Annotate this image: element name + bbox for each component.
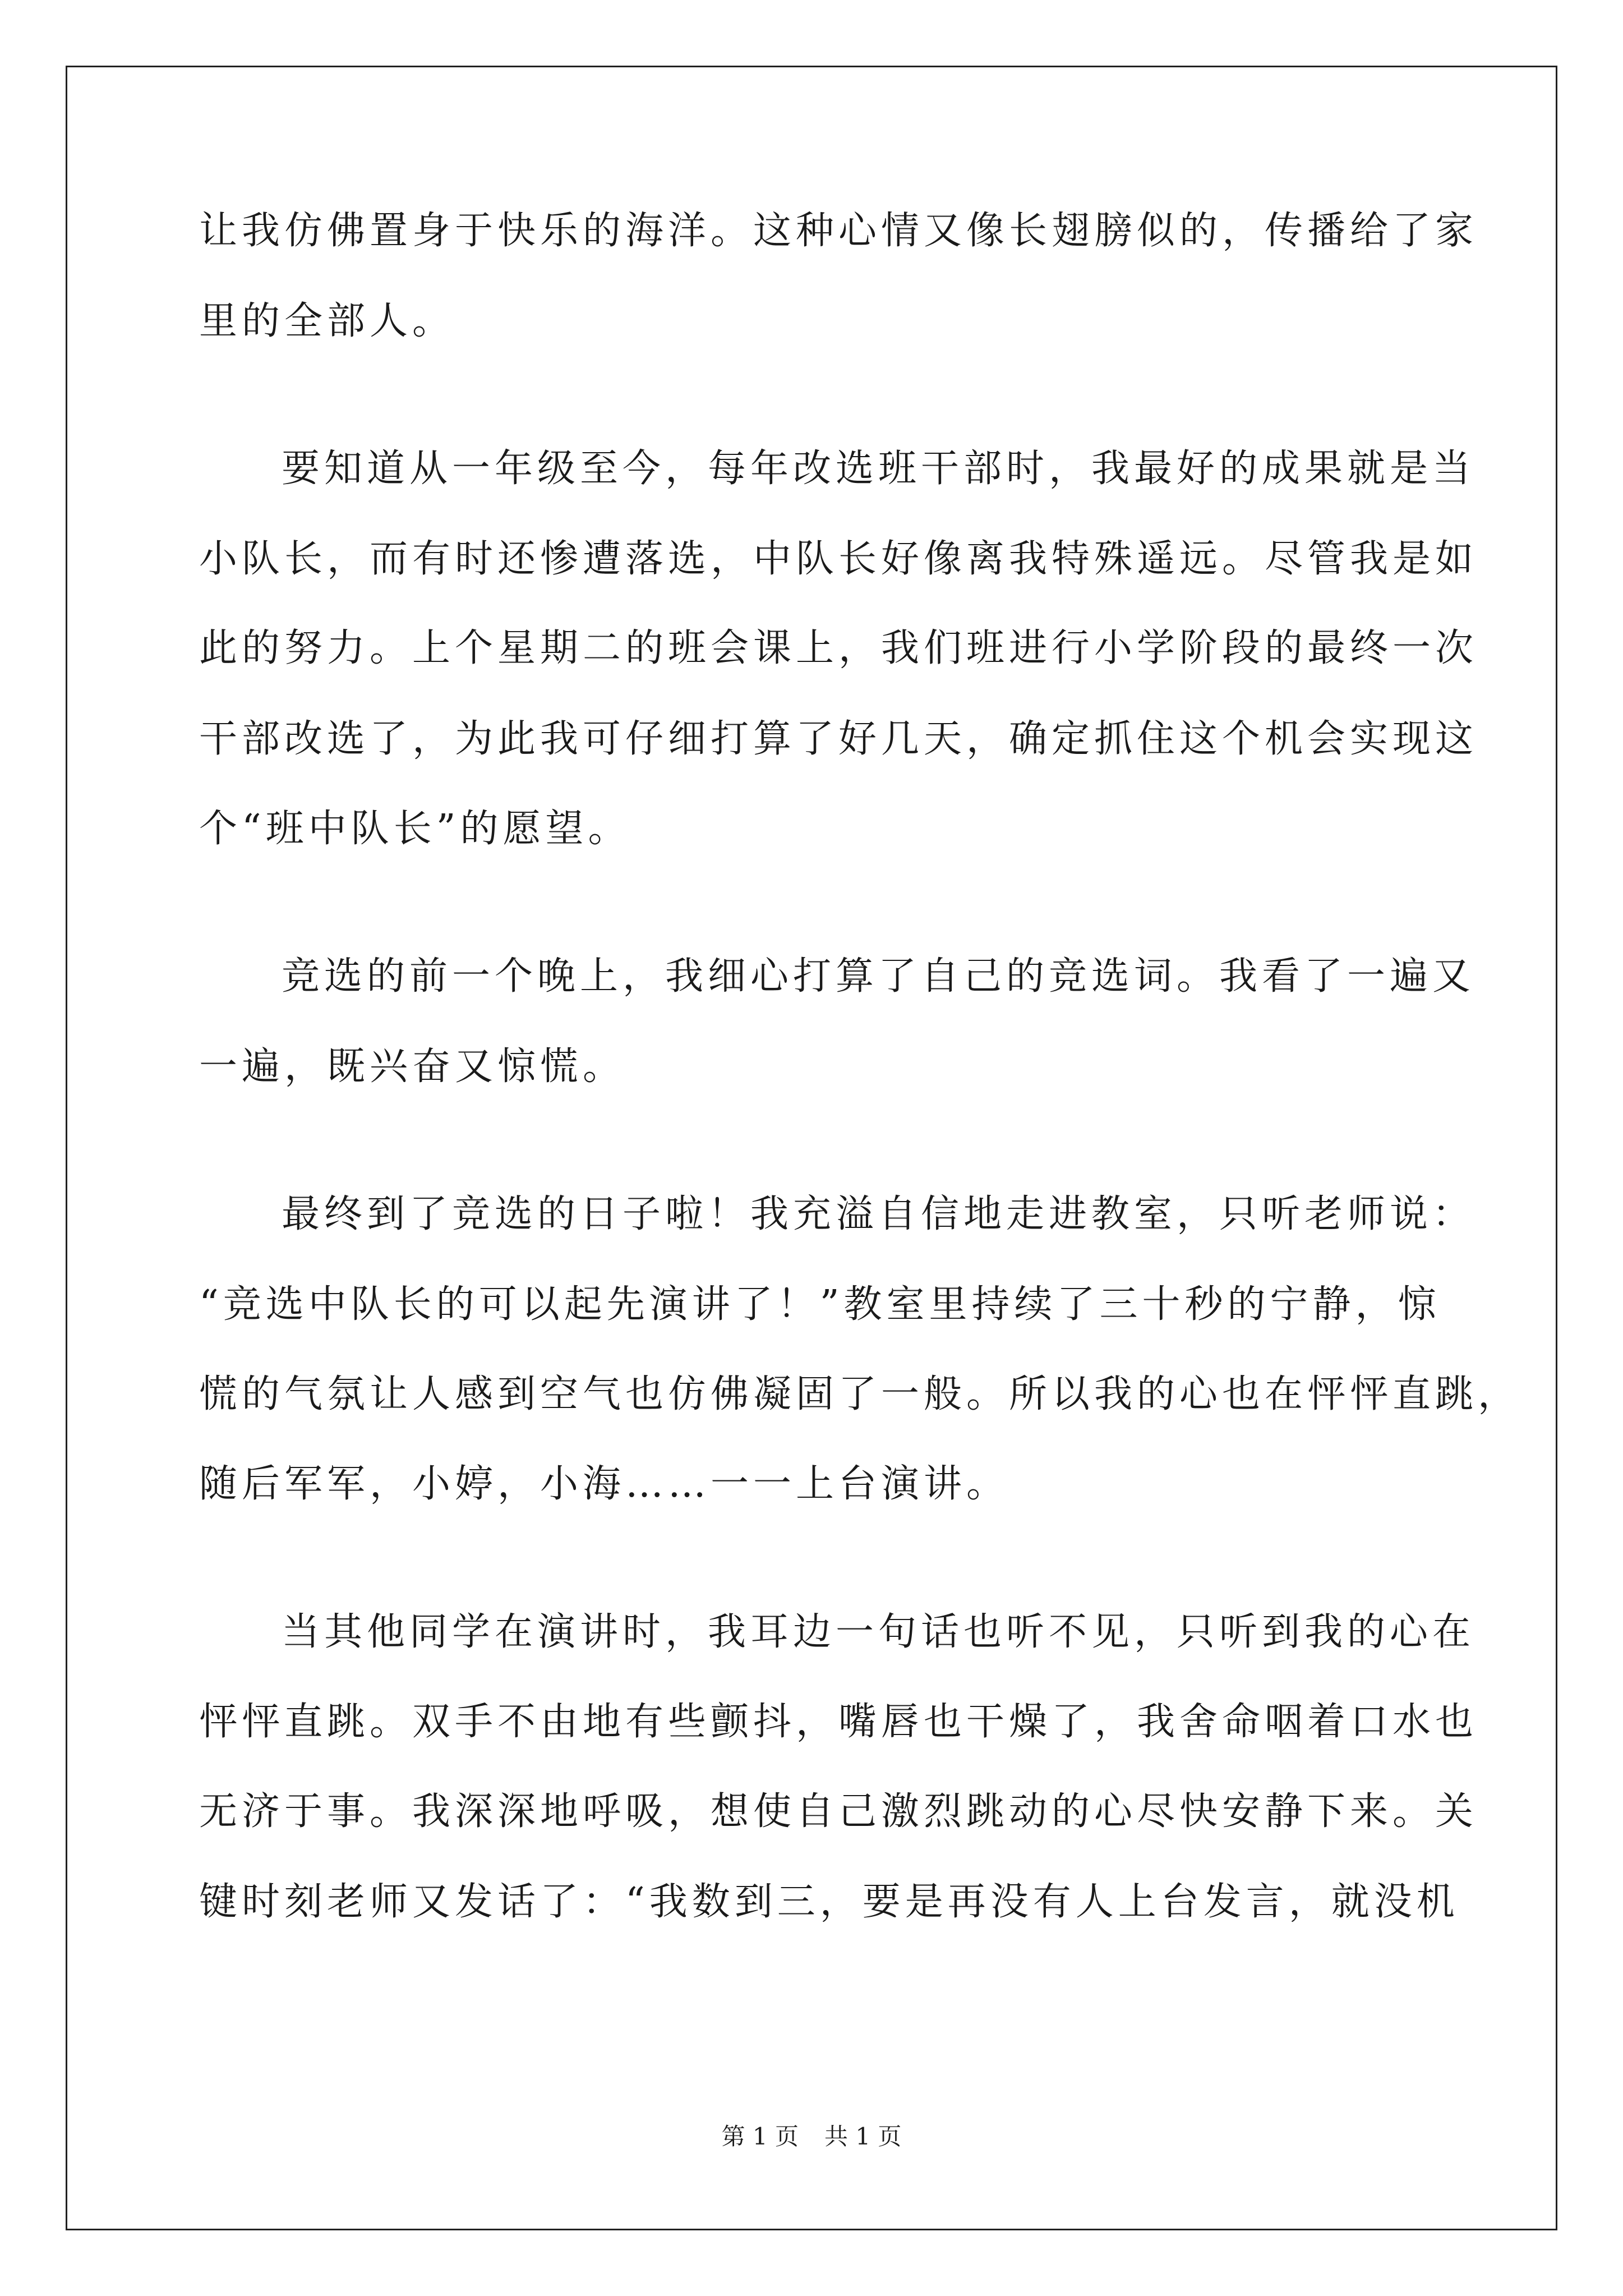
text-line: 一遍，既兴奋又惊慌。 — [199, 1045, 626, 1089]
text-line: 个“班中队长”的愿望。 — [199, 807, 631, 851]
text-line: 里的全部人。 — [199, 299, 455, 343]
text-line: 最终到了竞选的日子啦！我充溢自信地走进教室，只听老师说： — [282, 1192, 1476, 1236]
page-total: 共 1 页 — [824, 2123, 902, 2150]
text-line: “竞选中队长的可以起先演讲了！”教室里持续了三十秒的宁静，惊 — [199, 1282, 1441, 1327]
text-line: 随后军军，小婷，小海……一一上台演讲。 — [199, 1462, 1009, 1506]
text-line: 慌的气氛让人感到空气也仿佛凝固了一般。所以我的心也在怦怦直跳， — [199, 1372, 1521, 1416]
text-line: 怦怦直跳。双手不由地有些颤抖，嘴唇也干燥了，我舍命咽着口水也 — [199, 1700, 1478, 1744]
page-number: 第 1 页 — [721, 2123, 799, 2150]
text-line: 要知道从一年级至今，每年改选班干部时，我最好的成果就是当 — [282, 447, 1476, 491]
text-line: 无济于事。我深深地呼吸，想使自己激烈跳动的心尽快安静下来。关 — [199, 1789, 1478, 1834]
text-line: 竞选的前一个晚上，我细心打算了自己的竞选词。我看了一遍又 — [282, 954, 1476, 999]
text-line: 让我仿佛置身于快乐的海洋。这种心情又像长翅膀似的，传播给了家 — [199, 209, 1478, 253]
text-line: 键时刻老师又发话了：“我数到三，要是再没有人上台发言，就没机 — [199, 1880, 1459, 1924]
text-line: 当其他同学在演讲时，我耳边一句话也听不见，只听到我的心在 — [282, 1610, 1476, 1654]
page-footer — [0, 2125, 1623, 2148]
text-line: 小队长，而有时还惨遭落选，中队长好像离我特殊遥远。尽管我是如 — [199, 537, 1478, 581]
text-line: 干部改选了，为此我可仔细打算了好几天，确定抓住这个机会实现这 — [199, 717, 1478, 761]
text-line: 此的努力。上个星期二的班会课上，我们班进行小学阶段的最终一次 — [199, 626, 1478, 670]
